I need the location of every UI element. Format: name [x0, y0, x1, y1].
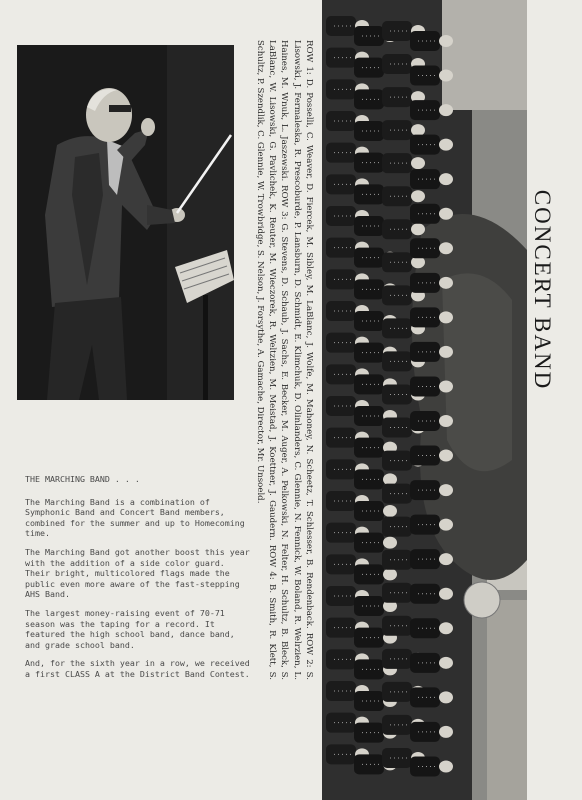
band-member-uniform: [410, 446, 440, 466]
band-member-uniform: [326, 744, 356, 764]
title-column: [527, 0, 582, 800]
article-paragraph: The Marching Band is a combination of Symphonic Band and Concert Band members, combined for the summer and up to Homecoming time.: [25, 496, 245, 539]
band-member-uniform: [410, 204, 440, 224]
band-member-uniform: [382, 318, 412, 338]
band-member-uniform: [326, 364, 356, 384]
band-group-photo: [322, 0, 527, 800]
band-member-uniform: [354, 501, 384, 521]
band-member-uniform: [354, 659, 384, 679]
band-member-uniform: [382, 351, 412, 371]
band-member-uniform: [382, 418, 412, 438]
article-paragraph: The Marching Band got another boost this year with the addition of a side color guard. Their bright, multicolored flags made the public even more aware of the fast-stepping AHS Band.: [25, 546, 250, 600]
band-member-uniform: [382, 252, 412, 272]
band-member-uniform: [326, 111, 356, 131]
band-member-uniform: [354, 691, 384, 711]
band-member-uniform: [326, 396, 356, 416]
band-member-face: [439, 208, 453, 220]
band-member-uniform: [326, 491, 356, 511]
band-member-uniform: [326, 618, 356, 638]
band-member-uniform: [354, 596, 384, 616]
band-member-uniform: [382, 54, 412, 74]
band-member-face: [383, 537, 397, 549]
band-member-uniform: [382, 484, 412, 504]
band-member-face: [411, 157, 425, 169]
band-member-uniform: [326, 428, 356, 448]
band-member-face: [439, 622, 453, 634]
band-member-uniform: [326, 48, 356, 68]
band-member-face: [439, 277, 453, 289]
band-member-uniform: [354, 438, 384, 458]
band-member-uniform: [326, 333, 356, 353]
band-member-face: [439, 35, 453, 47]
band-member-uniform: [382, 87, 412, 107]
article-paragraph: And, for the sixth year in a row, we received a first CLASS A at the District Band Contest.: [25, 658, 250, 679]
band-member-uniform: [354, 469, 384, 489]
band-member-uniform: [382, 583, 412, 603]
band-member-face: [439, 726, 453, 738]
band-member-face: [439, 760, 453, 772]
band-member-uniform: [410, 480, 440, 500]
band-member-face: [411, 190, 425, 202]
band-member-uniform: [410, 515, 440, 535]
band-member-uniform: [326, 681, 356, 701]
band-member-face: [439, 173, 453, 185]
band-member-face: [439, 380, 453, 392]
band-member-face: [383, 505, 397, 517]
band-member-face: [439, 311, 453, 323]
band-member-uniform: [410, 169, 440, 189]
band-member-uniform: [410, 66, 440, 86]
band-member-uniform: [354, 343, 384, 363]
band-member-uniform: [326, 238, 356, 258]
band-member-uniform: [326, 301, 356, 321]
band-member-face: [439, 657, 453, 669]
band-member-uniform: [354, 153, 384, 173]
band-member-uniform: [354, 26, 384, 46]
band-member-face: [439, 104, 453, 116]
band-member-uniform: [326, 586, 356, 606]
band-member-uniform: [326, 523, 356, 543]
caption-column: [240, 40, 315, 700]
band-member-uniform: [354, 89, 384, 109]
band-member-face: [411, 124, 425, 136]
band-member-face: [383, 568, 397, 580]
article-paragraph: The largest money-raising event of 70-71 season was the taping for a record. It featured the high school band, dance band, and grade school band.: [25, 607, 235, 650]
band-member-uniform: [410, 307, 440, 327]
band-member-uniform: [354, 216, 384, 236]
marching-band-article: [25, 474, 250, 688]
band-member-uniform: [354, 248, 384, 268]
band-member-uniform: [354, 754, 384, 774]
band-member-uniform: [326, 459, 356, 479]
band-member-uniform: [326, 143, 356, 163]
band-member-uniform: [326, 16, 356, 36]
conductor-illustration: [17, 45, 234, 400]
band-member-uniform: [382, 120, 412, 140]
band-member-face: [439, 242, 453, 254]
band-member-uniform: [410, 756, 440, 776]
band-member-uniform: [382, 748, 412, 768]
band-member-uniform: [410, 273, 440, 293]
band-member-caption: ROW 1: D. Posselli, C. Weaver, D. Fiercek, M. Sibley, M. LaBlanc, J. Wolfe, M. Mahoney, N. Scheetz, T. Schlesser, B. Rendenback. ROW 2: S. Lisowski, J. Fermaleska, R. Prescoburde, P. Lansburn, D. Schmidt, E. Klimchuk, D. Olinlanders, C. Glennie, N. Fennick, W. Boland, R. Welrzien, L. Haines, M. Wnuk, L. Jaszewski. ROW 3: G. Stevens, D. Schaub, J. Sachs, E. Becker, M. Auger, A. Pelkowski, N. Felter, H. Schultz, B. Bleck, S. LaBlanc, W. Lisowski, G. Pavlichek, K. Reuter, M. Wieczorek, R. Weltzien, M. Meistad, J. Koettner, J. Gaudern. ROW 4: B. Smith, R. Klett, S. Schultz, P. Szendlik, C. Glennie, W. Trowbridge, S. Nelson, J. Forsythe, A. Gamache, Director, Mr. Unsoeld.: [254, 40, 314, 680]
tuba-bell: [464, 582, 500, 618]
band-member-uniform: [354, 374, 384, 394]
band-member-face: [439, 588, 453, 600]
band-member-uniform: [354, 184, 384, 204]
band-member-face: [383, 473, 397, 485]
band-member-face: [439, 415, 453, 427]
band-member-face: [439, 450, 453, 462]
band-member-face: [439, 553, 453, 565]
band-member-uniform: [382, 153, 412, 173]
band-member-uniform: [354, 311, 384, 331]
band-member-uniform: [326, 174, 356, 194]
band-member-uniform: [410, 618, 440, 638]
band-member-uniform: [354, 533, 384, 553]
band-member-face: [439, 139, 453, 151]
band-member-uniform: [326, 649, 356, 669]
band-member-uniform: [410, 135, 440, 155]
page-title: CONCERT BAND: [530, 189, 555, 391]
band-member-uniform: [410, 31, 440, 51]
band-member-uniform: [410, 584, 440, 604]
band-member-uniform: [410, 411, 440, 431]
band-member-uniform: [382, 285, 412, 305]
band-member-uniform: [382, 649, 412, 669]
band-member-uniform: [354, 121, 384, 141]
band-member-uniform: [410, 238, 440, 258]
band-member-uniform: [382, 616, 412, 636]
band-member-uniform: [354, 58, 384, 78]
band-member-uniform: [382, 219, 412, 239]
band-member-uniform: [354, 723, 384, 743]
band-member-uniform: [410, 687, 440, 707]
band-member-face: [439, 691, 453, 703]
band-member-uniform: [382, 682, 412, 702]
band-member-uniform: [326, 79, 356, 99]
band-member-uniform: [410, 722, 440, 742]
band-member-uniform: [326, 206, 356, 226]
band-member-uniform: [382, 550, 412, 570]
band-member-uniform: [326, 269, 356, 289]
band-member-uniform: [410, 549, 440, 569]
band-member-uniform: [382, 21, 412, 41]
band-member-face: [439, 484, 453, 496]
band-photo-illustration: [322, 0, 527, 800]
band-member-uniform: [382, 517, 412, 537]
band-member-uniform: [382, 451, 412, 471]
band-member-uniform: [354, 628, 384, 648]
band-member-uniform: [354, 564, 384, 584]
band-member-uniform: [410, 342, 440, 362]
band-member-uniform: [382, 186, 412, 206]
band-member-uniform: [382, 384, 412, 404]
band-member-uniform: [410, 100, 440, 120]
band-member-uniform: [410, 653, 440, 673]
conductor-photo: [17, 45, 234, 400]
band-member-uniform: [354, 406, 384, 426]
band-member-face: [439, 70, 453, 82]
band-member-uniform: [410, 376, 440, 396]
band-member-uniform: [326, 554, 356, 574]
band-member-uniform: [382, 715, 412, 735]
band-member-face: [411, 223, 425, 235]
article-heading: THE MARCHING BAND . . .: [25, 474, 140, 484]
band-member-face: [439, 519, 453, 531]
band-member-face: [439, 346, 453, 358]
band-member-uniform: [326, 713, 356, 733]
band-member-uniform: [354, 279, 384, 299]
